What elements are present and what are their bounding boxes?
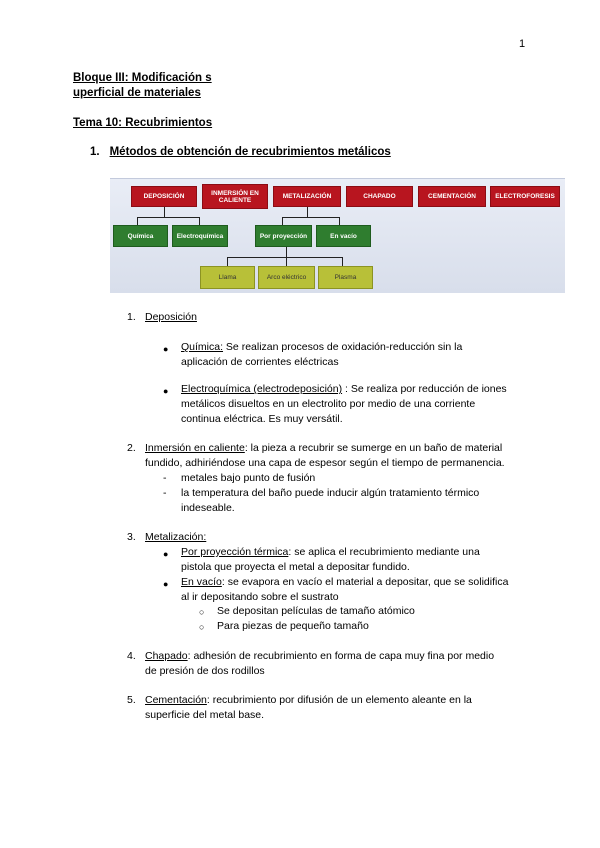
list-number: 1.: [127, 311, 136, 323]
list-number: 5.: [127, 694, 136, 706]
list-number: 4.: [127, 650, 136, 662]
item-text: : Se realiza por reducción de iones: [342, 383, 507, 395]
diagram-box-electroforesis: ELECTROFORESIS: [490, 186, 560, 207]
item-title-inmersion: Inmersión en caliente: [145, 442, 245, 454]
bullet-icon: ●: [163, 344, 169, 354]
term-quimica: Química:: [181, 341, 224, 353]
dash-marker: -: [163, 472, 167, 484]
diagram-box-inmersion: INMERSIÓN EN CALIENTE: [202, 184, 268, 209]
coating-methods-diagram: [110, 178, 565, 293]
item-text: : se evapora en vacío el material a depositar, que se solidifica: [221, 576, 509, 588]
item-text: indeseable.: [181, 502, 235, 514]
connector: [282, 217, 283, 225]
item-text: aplicación de corrientes eléctricas: [181, 356, 339, 368]
circle-bullet-icon: ○: [199, 622, 205, 632]
diagram-box-metalizacion: METALIZACIÓN: [273, 186, 341, 207]
item-title-chapado: Chapado: [145, 650, 188, 662]
item-title-metalizacion: Metalización:: [145, 531, 207, 543]
item-text: superficie del metal base.: [145, 709, 265, 721]
connector: [286, 247, 287, 257]
list-item: [181, 575, 508, 590]
diagram-box-chapado: CHAPADO: [346, 186, 413, 207]
diagram-box-electroquimica: Electroquímica: [172, 225, 228, 247]
item-text: metales bajo punto de fusión: [181, 472, 316, 484]
diagram-box-plasma: Plasma: [318, 266, 373, 289]
item-title-deposicion: Deposición: [145, 311, 197, 323]
list-item: [181, 545, 480, 560]
bullet-icon: ●: [163, 386, 169, 396]
list-item: [145, 441, 502, 456]
item-text: fundido, adhiriéndose una capa de espesor según el tiempo de permanencia.: [145, 457, 505, 469]
connector: [307, 207, 308, 217]
connector: [282, 217, 340, 218]
item-text: de presión de dos rodillos: [145, 665, 265, 677]
connector: [164, 207, 165, 217]
list-item: [145, 693, 472, 708]
item-text: la temperatura del baño puede inducir algún tratamiento térmico: [181, 487, 480, 499]
item-text: : recubrimiento por difusión de un elemento aleante en la: [206, 694, 472, 706]
diagram-box-llama: Llama: [200, 266, 255, 289]
term-electroquimica: Electroquímica (electrodeposición): [181, 383, 343, 395]
diagram-box-por-proyeccion: Por proyección: [255, 225, 312, 247]
list-item: [145, 649, 494, 664]
block-title-line2: uperficial de materiales: [73, 87, 201, 99]
connector: [137, 217, 200, 218]
section-number: 1.: [90, 146, 100, 158]
term-en-vacio: En vacío: [181, 576, 222, 588]
item-text: Se depositan películas de tamaño atómico: [217, 605, 415, 617]
block-title-line1: Bloque III: Modificación s: [73, 72, 212, 84]
term-proyeccion: Por proyección térmica: [181, 546, 289, 558]
item-text: Se realizan procesos de oxidación-reducción sin la: [223, 341, 463, 353]
connector: [339, 217, 340, 225]
connector: [227, 257, 343, 258]
section-heading: [90, 146, 391, 158]
list-number: 2.: [127, 442, 136, 454]
item-text: continua eléctrica. Es muy versátil.: [181, 413, 343, 425]
item-text: al ir depositando sobre el sustrato: [181, 591, 339, 603]
diagram-box-en-vacio: En vacío: [316, 225, 371, 247]
connector: [342, 257, 343, 266]
diagram-box-arco-electrico: Arco eléctrico: [258, 266, 315, 289]
connector: [199, 217, 200, 225]
diagram-box-cementacion: CEMENTACIÓN: [418, 186, 486, 207]
list-item: [181, 340, 462, 355]
section-title: Métodos de obtención de recubrimientos metálicos: [109, 146, 391, 158]
diagram-box-deposicion: DEPOSICIÓN: [131, 186, 197, 207]
diagram-box-quimica: Química: [113, 225, 168, 247]
bullet-icon: ●: [163, 549, 169, 559]
page-number: 1: [519, 38, 526, 50]
item-text: metálicos disueltos en un electrolito por medio de una corriente: [181, 398, 476, 410]
item-text: Para piezas de pequeño tamaño: [217, 620, 369, 632]
list-number: 3.: [127, 531, 136, 543]
connector: [227, 257, 228, 266]
bullet-icon: ●: [163, 579, 169, 589]
connector: [286, 257, 287, 266]
connector: [137, 217, 138, 225]
dash-marker: -: [163, 487, 167, 499]
item-title-cementacion: Cementación: [145, 694, 207, 706]
item-text: : la pieza a recubrir se sumerge en un baño de material: [244, 442, 503, 454]
item-text: : adhesión de recubrimiento en forma de capa muy fina por medio: [187, 650, 495, 662]
topic-title: Tema 10: Recubrimientos: [73, 117, 213, 129]
block-title: [73, 71, 212, 101]
list-item: [181, 382, 507, 397]
circle-bullet-icon: ○: [199, 607, 205, 617]
item-text: pistola que proyecta el metal a depositar fundido.: [181, 561, 410, 573]
item-text: : se aplica el recubrimiento mediante una: [288, 546, 480, 558]
